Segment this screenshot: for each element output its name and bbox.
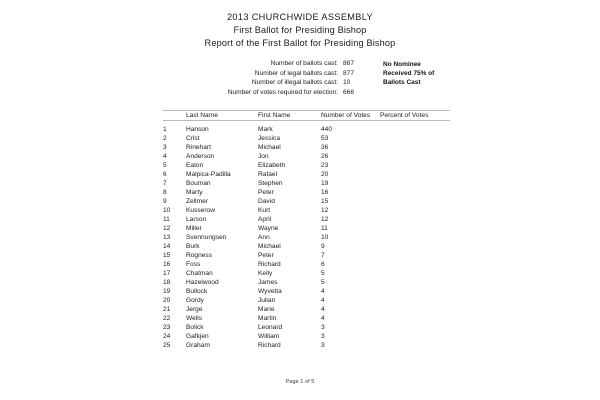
table-row [163,215,450,224]
candidate-first-name: Julian [258,296,276,304]
candidate-last-name: Gafkjen [186,332,209,340]
candidate-percent-of-votes [380,251,450,260]
table-row [163,251,450,260]
candidate-last-name: Svennungsen [186,233,227,241]
page-number-label: Page 1 of 5 [285,379,315,385]
candidate-last-name: Malpica-Padilla [186,170,231,178]
candidate-last-name: Wells [186,314,202,322]
candidate-rank: 1 [163,125,167,133]
candidate-percent-of-votes [380,260,450,269]
candidate-percent-of-votes [380,215,450,224]
candidate-rank: 9 [163,197,167,205]
candidate-first-name: Martin [258,314,277,322]
candidate-number-of-votes: 3 [321,323,325,331]
candidate-rank: 6 [163,170,167,178]
table-row [163,260,450,269]
candidate-first-name: David [258,197,275,205]
candidate-number-of-votes: 6 [321,260,325,268]
candidate-rank: 10 [163,206,171,214]
page-footer [0,379,600,385]
candidate-first-name: Michael [258,242,281,250]
candidate-last-name: Rinehart [186,143,211,151]
table-row [163,233,450,242]
no-nominee-note-line: Received 75% of [383,69,435,77]
candidate-first-name: Kelly [258,269,273,277]
candidate-last-name: Foss [186,260,201,268]
table-row [163,161,450,170]
candidate-percent-of-votes [380,296,450,305]
candidate-number-of-votes: 20 [321,170,329,178]
candidate-number-of-votes: 12 [321,215,329,223]
candidate-first-name: Jon [258,152,269,160]
candidate-rank: 20 [163,296,171,304]
candidate-percent-of-votes [380,143,450,152]
candidate-percent-of-votes [380,224,450,233]
table-row [163,143,450,152]
report-subtitle: Report of the First Ballot for Presiding Bishop [204,38,396,49]
candidate-first-name: Kurt [258,206,271,214]
table-row [163,188,450,197]
candidate-rank: 11 [163,215,170,223]
candidate-number-of-votes: 53 [321,134,329,142]
candidate-last-name: Anderson [186,152,215,160]
candidate-first-name: Wayne [258,224,279,232]
candidate-percent-of-votes [380,188,450,197]
candidate-last-name: Larson [186,215,207,223]
candidate-first-name: Marie [258,305,275,313]
table-row [163,170,450,179]
candidate-rank: 22 [163,314,171,322]
candidate-rank: 14 [163,242,171,250]
table-row [163,224,450,233]
candidate-rank: 4 [163,152,167,160]
candidate-first-name: Richard [258,260,281,268]
results-table-container [0,110,600,350]
candidate-number-of-votes: 3 [321,332,325,340]
candidate-number-of-votes: 9 [321,242,325,250]
column-header-index [163,110,186,120]
ballot-count-row [0,69,369,79]
table-row [163,269,450,278]
candidate-first-name: Jessica [258,134,280,142]
candidate-rank: 3 [163,143,167,151]
results-table [163,110,450,350]
ballot-counts-list [0,59,369,99]
candidate-first-name: Michael [258,143,281,151]
results-table-head [163,110,450,120]
candidate-percent-of-votes [380,197,450,206]
candidate-last-name: Hanson [186,125,209,133]
table-row [163,314,450,323]
column-header-number-of-votes: Number of Votes [321,111,371,119]
table-row [163,242,450,251]
candidate-last-name: Graham [186,341,210,349]
candidate-percent-of-votes [380,242,450,251]
candidate-last-name: Rogness [186,251,213,259]
candidate-number-of-votes: 15 [321,197,329,205]
ballot-count-value: 666 [343,89,355,97]
candidate-number-of-votes: 16 [321,188,329,196]
candidate-rank: 8 [163,188,167,196]
candidate-last-name: Gordy [186,296,204,304]
candidate-first-name: April [258,215,272,223]
candidate-percent-of-votes [380,269,450,278]
candidate-rank: 12 [163,224,171,232]
candidate-rank: 13 [163,233,171,241]
column-header-last-name: Last Name [186,111,218,119]
candidate-last-name: Miller [186,224,202,232]
candidate-first-name: Leonard [258,323,283,331]
candidate-first-name: Richard [258,341,281,349]
candidate-last-name: Bullock [186,287,208,295]
candidate-percent-of-votes [380,233,450,242]
candidate-rank: 24 [163,332,171,340]
candidate-first-name: Stephen [258,179,283,187]
candidate-first-name: Peter [258,251,274,259]
candidate-last-name: Zellmer [186,197,208,205]
table-row [163,287,450,296]
candidate-number-of-votes: 36 [321,143,329,151]
ballot-count-value: 877 [343,69,355,77]
candidate-rank: 25 [163,341,171,349]
assembly-title: 2013 CHURCHWIDE ASSEMBLY [226,12,374,22]
table-row [163,341,450,350]
candidate-rank: 16 [163,260,171,268]
candidate-rank: 7 [163,179,167,187]
candidate-percent-of-votes [380,152,450,161]
candidate-number-of-votes: 26 [321,152,329,160]
candidate-last-name: Bouman [186,179,211,187]
candidate-number-of-votes: 5 [321,278,325,286]
candidate-number-of-votes: 4 [321,305,325,313]
candidate-first-name: Ann [258,233,270,241]
candidate-percent-of-votes [380,314,450,323]
candidate-percent-of-votes [380,332,450,341]
candidate-last-name: Jerge [186,305,203,313]
table-row [163,278,450,287]
candidate-first-name: Wyvetta [258,287,282,295]
report-title-block [0,0,600,51]
ballot-count-value: 887 [343,59,355,67]
table-row [163,332,450,341]
candidate-percent-of-votes [380,287,450,296]
candidate-number-of-votes: 5 [321,269,325,277]
ballot-count-label: Number of illegal ballots cast: [251,79,338,87]
candidate-last-name: Eaton [186,161,204,169]
ballot-count-label: Number of votes required for election: [227,89,338,97]
candidate-number-of-votes: 4 [321,296,325,304]
candidate-first-name: Peter [258,188,274,196]
candidate-percent-of-votes [380,206,450,215]
candidate-number-of-votes: 4 [321,314,325,322]
table-row [163,152,450,161]
candidate-rank: 5 [163,161,167,169]
candidate-rank: 19 [163,287,171,295]
candidate-percent-of-votes [380,120,450,134]
candidate-number-of-votes: 23 [321,161,329,169]
candidate-rank: 18 [163,278,171,286]
candidate-last-name: Kusserow [186,206,215,214]
candidate-number-of-votes: 19 [321,179,329,187]
candidate-percent-of-votes [380,278,450,287]
table-row [163,134,450,143]
no-nominee-note-line: No Nominee [383,60,421,68]
candidate-last-name: Crist [186,134,200,142]
table-header-row [163,110,450,120]
candidate-last-name: Hazelwood [186,278,219,286]
table-row [163,179,450,188]
candidate-percent-of-votes [380,179,450,188]
table-row [163,206,450,215]
ballot-count-value: 10 [343,79,351,87]
column-header-percent-of-votes: Percent of Votes [380,111,429,119]
candidate-percent-of-votes [380,134,450,143]
ballot-title: First Ballot for Presiding Bishop [233,25,367,36]
candidate-percent-of-votes [380,305,450,314]
table-row [163,296,450,305]
candidate-rank: 23 [163,323,171,331]
no-nominee-note [383,60,469,88]
ballot-count-row [0,78,369,88]
table-row [163,120,450,134]
candidate-last-name: Burk [186,242,200,250]
candidate-percent-of-votes [380,161,450,170]
ballot-count-label: Number of ballots cast: [270,59,338,67]
candidate-last-name: Bolick [186,323,204,331]
candidate-percent-of-votes [380,341,450,350]
candidate-first-name: William [258,332,280,340]
candidate-number-of-votes: 12 [321,206,329,214]
candidate-last-name: Marty [186,188,203,196]
candidate-first-name: James [258,278,278,286]
ballot-count-row [0,88,369,98]
candidate-number-of-votes: 4 [321,287,325,295]
candidate-number-of-votes: 7 [321,251,325,259]
candidate-percent-of-votes [380,170,450,179]
candidate-rank: 15 [163,251,171,259]
no-nominee-note-line: Ballots Cast [383,79,421,87]
candidate-rank: 2 [163,134,167,142]
candidate-number-of-votes: 11 [321,224,328,232]
candidate-rank: 17 [163,269,171,277]
candidate-first-name: Mark [258,125,273,133]
candidate-last-name: Chatman [186,269,213,277]
candidate-percent-of-votes [380,323,450,332]
table-row [163,197,450,206]
ballot-count-label: Number of legal ballots cast: [254,69,338,77]
candidate-first-name: Rafael [258,170,278,178]
ballot-count-row [0,59,369,69]
candidate-number-of-votes: 3 [321,341,325,349]
candidate-first-name: Elizabeth [258,161,286,169]
candidate-number-of-votes: 440 [321,125,333,133]
table-row [163,323,450,332]
column-header-first-name: First Name [258,111,291,119]
results-table-body [163,120,450,350]
candidate-number-of-votes: 10 [321,233,329,241]
ballot-summary [0,59,600,101]
table-row [163,305,450,314]
candidate-rank: 21 [163,305,171,313]
